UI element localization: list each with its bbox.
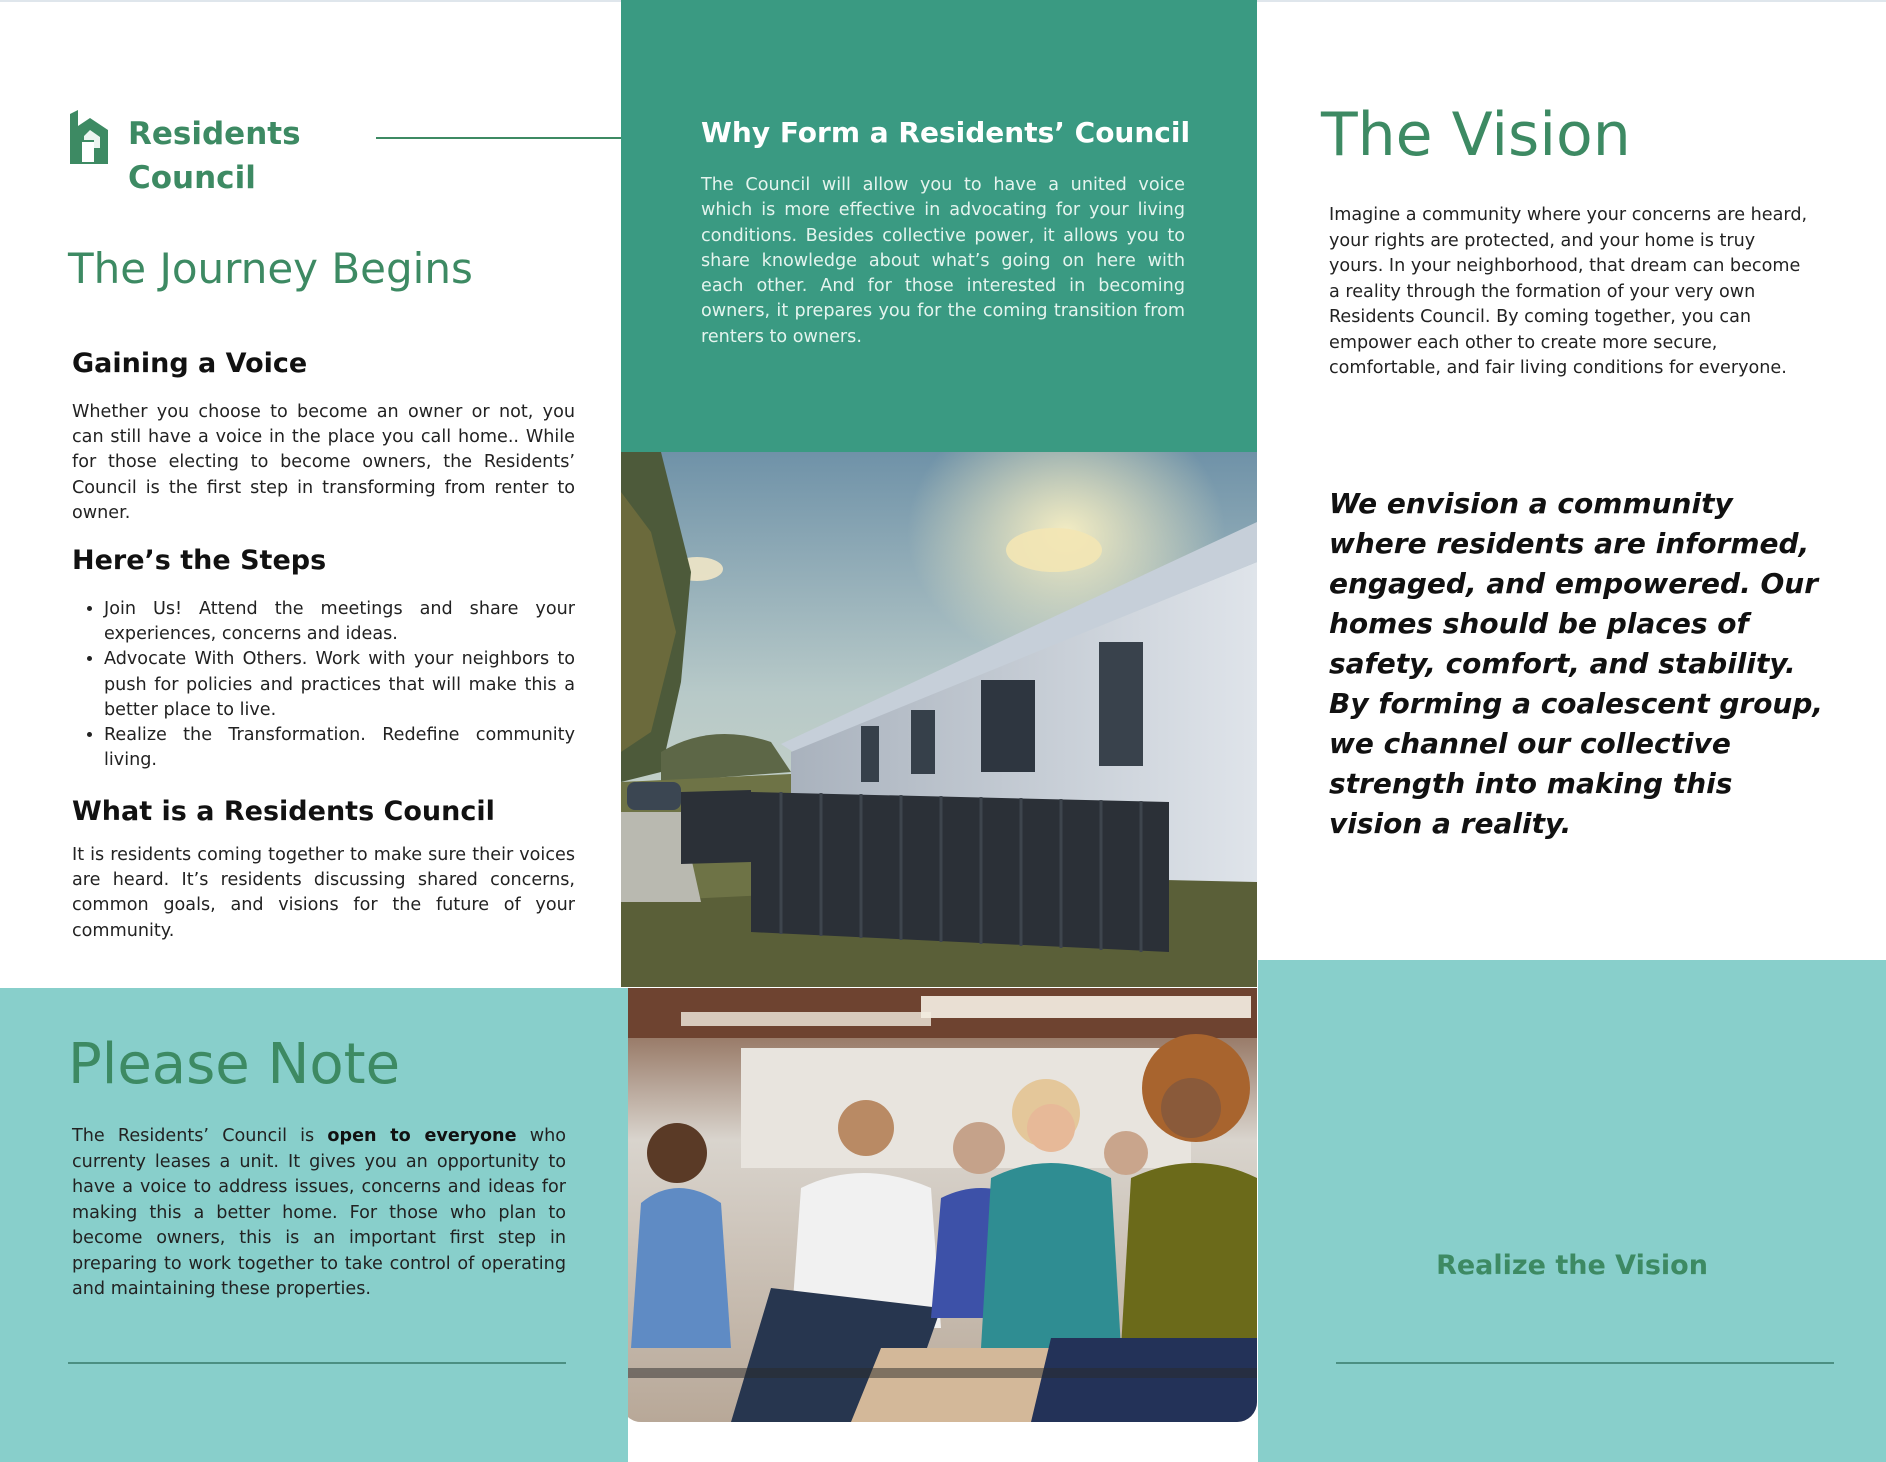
house-logo-icon [66,108,108,164]
brand-line-2: Council [128,160,256,196]
step-item-join: • Join Us! Attend the meetings and share your experiences, concerns and ideas. [104,597,575,647]
note-divider [68,1362,566,1364]
steps-list [72,597,575,773]
step-item-realize: • Realize the Transformation. Redefine community living. [104,723,575,773]
step-item-advocate: • Advocate With Others. Work with your neighbors to push for policies and practices that will make this a better place to live. [104,647,575,723]
why-body: The Council will allow you to have a united voice which is more effective in advocating for your living conditions. Besides collective power, it allows you to share knowledge about what’s going on here with each other. And for those interested in becoming owners, it prepares you for the coming transition from renters to owners. [701,175,1185,347]
brand-name [128,112,328,200]
back-cover-panel [1258,960,1886,1462]
vision-quote: We envision a community where residents are informed, engaged, and empowered. Our homes should be places of safety, comfort, and stability. By forming a coalescent group, we channel our collective strength into making this vision a reality. [1329,487,1824,840]
note-text-after: who currenty leases a unit. It gives you an opportunity to have a voice to address issues, concerns and ideas for making this a better home. For those who plan to become owners, this is an important first step in preparing to work together to take control of operating and maintaining these properties. [72,1126,566,1299]
journey-title: The Journey Begins [68,244,473,293]
meeting-photo [621,988,1257,1422]
building-photo [621,452,1257,987]
gaining-voice-body: Whether you choose to become an owner or not, you can still have a voice in the place you call home.. While for those electing to become owners, the Residents’ Council is the first step in transforming from renter to owner. [72,402,575,523]
steps-heading: Here’s the Steps [72,545,327,576]
note-text-before: The Residents’ Council is [72,1126,328,1146]
header-divider [376,137,621,139]
why-title: Why Form a Residents’ Council [701,116,1191,149]
gaining-voice-heading: Gaining a Voice [72,348,308,379]
please-note-title: Please Note [68,1032,401,1097]
realize-vision-label: Realize the Vision [1436,1250,1708,1281]
what-is-body: It is residents coming together to make sure their voices are heard. It’s residents discussing shared concerns, common goals, and visions for the future of your community. [72,845,575,941]
back-divider [1336,1362,1834,1364]
vision-body: Imagine a community where your concerns are heard, your rights are protected, and your home is truy yours. In your neighborhood, that dream can become a reality through the formation of your very own Residents Council. By coming together, you can empower each other to create more secure, comfortable, and fair living conditions for everyone. [1329,205,1808,378]
vision-title: The Vision [1321,100,1631,170]
note-text-bold: open to everyone [327,1126,517,1146]
brand-line-1: Residents [128,116,301,152]
please-note-body [72,1124,566,1303]
what-is-heading: What is a Residents Council [72,796,495,827]
